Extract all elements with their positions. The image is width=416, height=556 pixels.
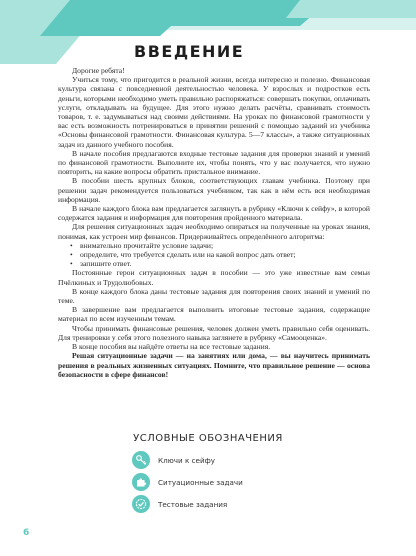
algorithm-list [58, 241, 370, 269]
paragraph: Учиться тому, что пригодится в реальной жизни, всегда интересно и полезно. Финансовая культура связана с повседневной деятельностью человека. У взрослых и подростков есть деньги, которыми необходимо уметь правильно распоряжаться: совершать покупки, оплачивать услуги, откладывать на будущее. Для этого нужно делать расчёты, сравнивать стоимость товаров, т. е. задумываться над своими действиями. На уроках по финансовой грамотности у вас есть возможность потренироваться в принятии решений с помощью заданий из учебника «Основы финансовой грамотности. Финансовая культура. 5—7 классы», а также ситуационных задач из данного учебного пособия. [58, 75, 370, 149]
page-title: ВВЕДЕНИЕ [134, 42, 245, 61]
paragraph: В конце пособия вы найдёте ответы на все тестовые задания. [72, 342, 271, 352]
legend-label: Ситуационные задачи [158, 477, 243, 487]
legend-item-keys [132, 450, 215, 470]
introduction-text [58, 66, 370, 379]
legend-label: Тестовые задания [158, 499, 228, 509]
keys-icon [132, 451, 150, 469]
legend-label: Ключи к сейфу [158, 455, 216, 465]
paragraph: В начале каждого блока вам предлагается заглянуть в рубрику «Ключи к сейфу», в которой содержатся задания и информация для повторения пройденного материала. [58, 204, 370, 223]
list-item: • определите, что требуется сделать или на какой вопрос дать ответ; [80, 250, 370, 259]
paragraph: В пособии шесть крупных блоков, соответствующих главам учебника. Поэтому при решении задач рекомендуется пользоваться учебником, так как в нём есть вся необходимая информация. [58, 176, 370, 204]
paragraph: В начале пособия предлагаются входные тестовые задания для проверки знаний и умений по финансовой грамотности. Выполните их, чтобы понять, что у вас получается, что нужно повторить, на какие вопросы обратить пристальное внимание. [58, 148, 370, 177]
list-item: • внимательно прочитайте условие задачи; [80, 241, 370, 250]
greeting: Дорогие ребята! [72, 66, 125, 75]
paragraph: Чтобы принимать финансовые решения, человек должен уметь правильно себя оценивать. Для тренировки у себя этого полезного навыка заглянете в рубрику «Самооценка». [58, 323, 370, 342]
paragraph: В конце каждого блока даны тестовые задания для повторения своих знаний и умений по теме. [58, 286, 370, 306]
legend-item-tests [132, 494, 227, 514]
page-number: 6 [23, 528, 30, 538]
closing-statement: Решая ситуационные задачи — на занятиях или дома, — вы научитесь принимать решения в реальных жизненных ситуациях. Помните, что правильное решение — основа безопасности в сфере финансов! [58, 351, 370, 379]
checkmark-badge-icon [132, 495, 150, 513]
legend-title: УСЛОВНЫЕ ОБОЗНАЧЕНИЯ [133, 433, 283, 444]
paragraph: Постоянные герои ситуационных задач в пособии — это уже известные вам семьи Пчёлкиных и Трудолюбовых. [58, 268, 370, 287]
paragraph: Для решения ситуационных задач необходимо опираться на полученные на уроках знания, понимая, как устроен мир финансов. Придерживайтесь определённого алгоритма: [58, 222, 370, 241]
puzzle-icon [132, 473, 150, 491]
paragraph: В завершение вам предлагается выполнить итоговые тестовые задания, содержащие материал по всем изученным темам. [58, 305, 370, 324]
legend-item-situational [132, 472, 243, 492]
list-item: • запишите ответ. [80, 259, 370, 268]
